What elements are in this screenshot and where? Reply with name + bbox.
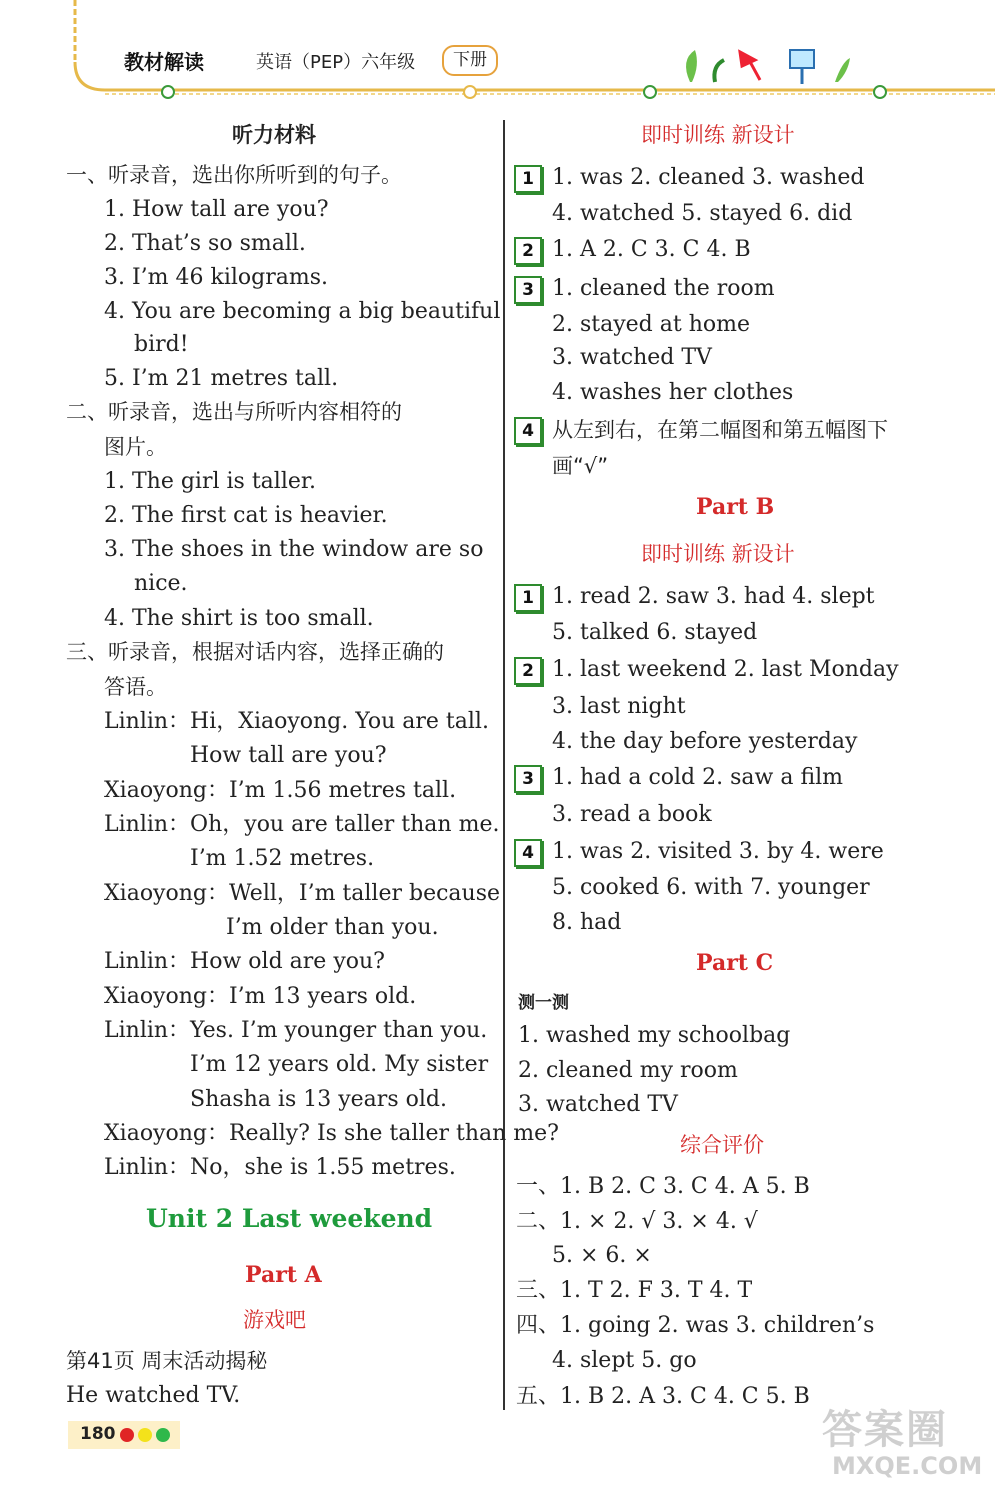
list-item: 5. I’m 21 metres tall. <box>104 366 339 391</box>
book-title: 教材解读 <box>124 50 204 74</box>
list-item: 1. The girl is taller. <box>104 469 316 494</box>
answer-line: 1. had a cold 2. saw a film <box>552 765 844 790</box>
answer-line: 一、1. B 2. C 3. C 4. A 5. B <box>516 1174 810 1199</box>
exercise-badge: 3 <box>514 276 542 304</box>
watermark-logo: 答案圈 <box>822 1407 948 1453</box>
page-reference: 第41页 周末活动揭秘 <box>66 1349 268 1373</box>
exercise-badge: 2 <box>514 657 542 685</box>
answer-line: 画“√” <box>552 454 609 478</box>
answer-line: 3. read a book <box>552 802 712 827</box>
question-heading: 二、听录音，选出与所听内容相符的 <box>66 400 402 424</box>
dialog-line: Xiaoyong：Well，I’m taller because <box>104 881 501 906</box>
subsection-heading: 测一测 <box>518 993 569 1013</box>
answer-line: 从左到右，在第二幅图和第五幅图下 <box>552 418 888 442</box>
column-divider <box>503 120 505 1410</box>
part-heading: Part C <box>696 950 774 976</box>
answer-line: 三、1. T 2. F 3. T 4. T <box>516 1278 753 1303</box>
subsection-heading: 游戏吧 <box>243 1308 306 1332</box>
answer-line: 1. washed my schoolbag <box>518 1023 791 1048</box>
page-header <box>0 0 1000 100</box>
part-heading: Part B <box>696 494 775 520</box>
list-item: 1. How tall are you? <box>104 197 329 222</box>
list-item: 4. The shirt is too small. <box>104 606 374 631</box>
answer-line: He watched TV. <box>66 1383 241 1408</box>
question-heading: 答语。 <box>104 675 167 699</box>
answer-line: 2. stayed at home <box>552 312 750 337</box>
dialog-line: Linlin：Hi，Xiaoyong. You are tall. <box>104 709 489 734</box>
dialog-line: I’m 12 years old. My sister <box>190 1052 489 1077</box>
volume-badge: 下册 <box>442 45 498 76</box>
dialog-line: Linlin：How old are you? <box>104 949 385 974</box>
red-dot-icon <box>120 1428 134 1442</box>
answer-line: 1. last weekend 2. last Monday <box>552 657 899 682</box>
exercise-badge: 4 <box>514 839 542 867</box>
answer-line: 二、1. × 2. √ 3. × 4. √ <box>516 1209 758 1234</box>
list-item: 3. I’m 46 kilograms. <box>104 265 329 290</box>
question-heading: 图片。 <box>104 435 167 459</box>
answer-line: 3. watched TV <box>518 1092 678 1117</box>
dialog-line: Xiaoyong：I’m 13 years old. <box>104 984 417 1009</box>
subsection-heading: 综合评价 <box>680 1133 764 1157</box>
answer-line: 4. the day before yesterday <box>552 729 858 754</box>
exercise-badge: 4 <box>514 417 542 445</box>
list-item: 2. That’s so small. <box>104 231 306 256</box>
answer-line: 8. had <box>552 910 622 935</box>
green-dot-icon <box>156 1428 170 1442</box>
exercise-badge: 1 <box>514 165 542 193</box>
part-heading: Part A <box>245 1262 322 1288</box>
answer-line: 1. cleaned the room <box>552 276 775 301</box>
dialog-line: I’m 1.52 metres. <box>190 846 375 871</box>
dialog-line: How tall are you? <box>190 743 387 768</box>
dialog-line: Linlin：Oh，you are taller than me. <box>104 812 500 837</box>
page-number: 180 <box>80 1424 116 1444</box>
answer-line: 5. × 6. × <box>552 1243 652 1268</box>
list-item: nice. <box>134 571 188 596</box>
answer-line: 3. last night <box>552 694 686 719</box>
answer-line: 4. watched 5. stayed 6. did <box>552 201 853 226</box>
answer-line: 五、1. B 2. A 3. C 4. C 5. B <box>516 1384 810 1409</box>
answer-line: 四、1. going 2. was 3. children’s <box>516 1313 875 1338</box>
answer-line: 5. talked 6. stayed <box>552 620 758 645</box>
dialog-line: Xiaoyong：I’m 1.56 metres tall. <box>104 778 457 803</box>
exercise-badge: 3 <box>514 765 542 793</box>
list-item: 4. You are becoming a big beautiful <box>104 299 501 324</box>
watermark-url: MXQE.COM <box>832 1452 983 1480</box>
section-title: 听力材料 <box>232 123 316 147</box>
answer-line: 1. A 2. C 3. C 4. B <box>552 237 751 262</box>
answer-line: 1. was 2. visited 3. by 4. were <box>552 839 884 864</box>
dialog-line: Linlin：Yes. I’m younger than you. <box>104 1018 488 1043</box>
unit-title: Unit 2 Last weekend <box>146 1204 433 1233</box>
dialog-line: Xiaoyong：Really? Is she taller than me? <box>104 1121 559 1146</box>
subsection-heading: 即时训练 新设计 <box>641 542 795 566</box>
exercise-badge: 1 <box>514 584 542 612</box>
list-item: 3. The shoes in the window are so <box>104 537 484 562</box>
answer-line: 3. watched TV <box>552 345 712 370</box>
answer-line: 2. cleaned my room <box>518 1058 738 1083</box>
list-item: bird! <box>134 332 189 357</box>
exercise-badge: 2 <box>514 237 542 265</box>
book-subtitle: 英语（PEP）六年级 <box>256 52 416 73</box>
answer-line: 4. washes her clothes <box>552 380 794 405</box>
answer-line: 1. was 2. cleaned 3. washed <box>552 165 865 190</box>
answer-line: 5. cooked 6. with 7. younger <box>552 875 870 900</box>
dialog-line: Linlin：No，she is 1.55 metres. <box>104 1155 456 1180</box>
question-heading: 三、听录音，根据对话内容，选择正确的 <box>66 640 444 664</box>
answer-line: 1. read 2. saw 3. had 4. slept <box>552 584 875 609</box>
yellow-dot-icon <box>138 1428 152 1442</box>
question-heading: 一、听录音，选出你所听到的句子。 <box>66 163 402 187</box>
dialog-line: I’m older than you. <box>226 915 439 940</box>
dialog-line: Shasha is 13 years old. <box>190 1087 447 1112</box>
answer-line: 4. slept 5. go <box>552 1348 697 1373</box>
subsection-heading: 即时训练 新设计 <box>641 123 795 147</box>
list-item: 2. The first cat is heavier. <box>104 503 388 528</box>
